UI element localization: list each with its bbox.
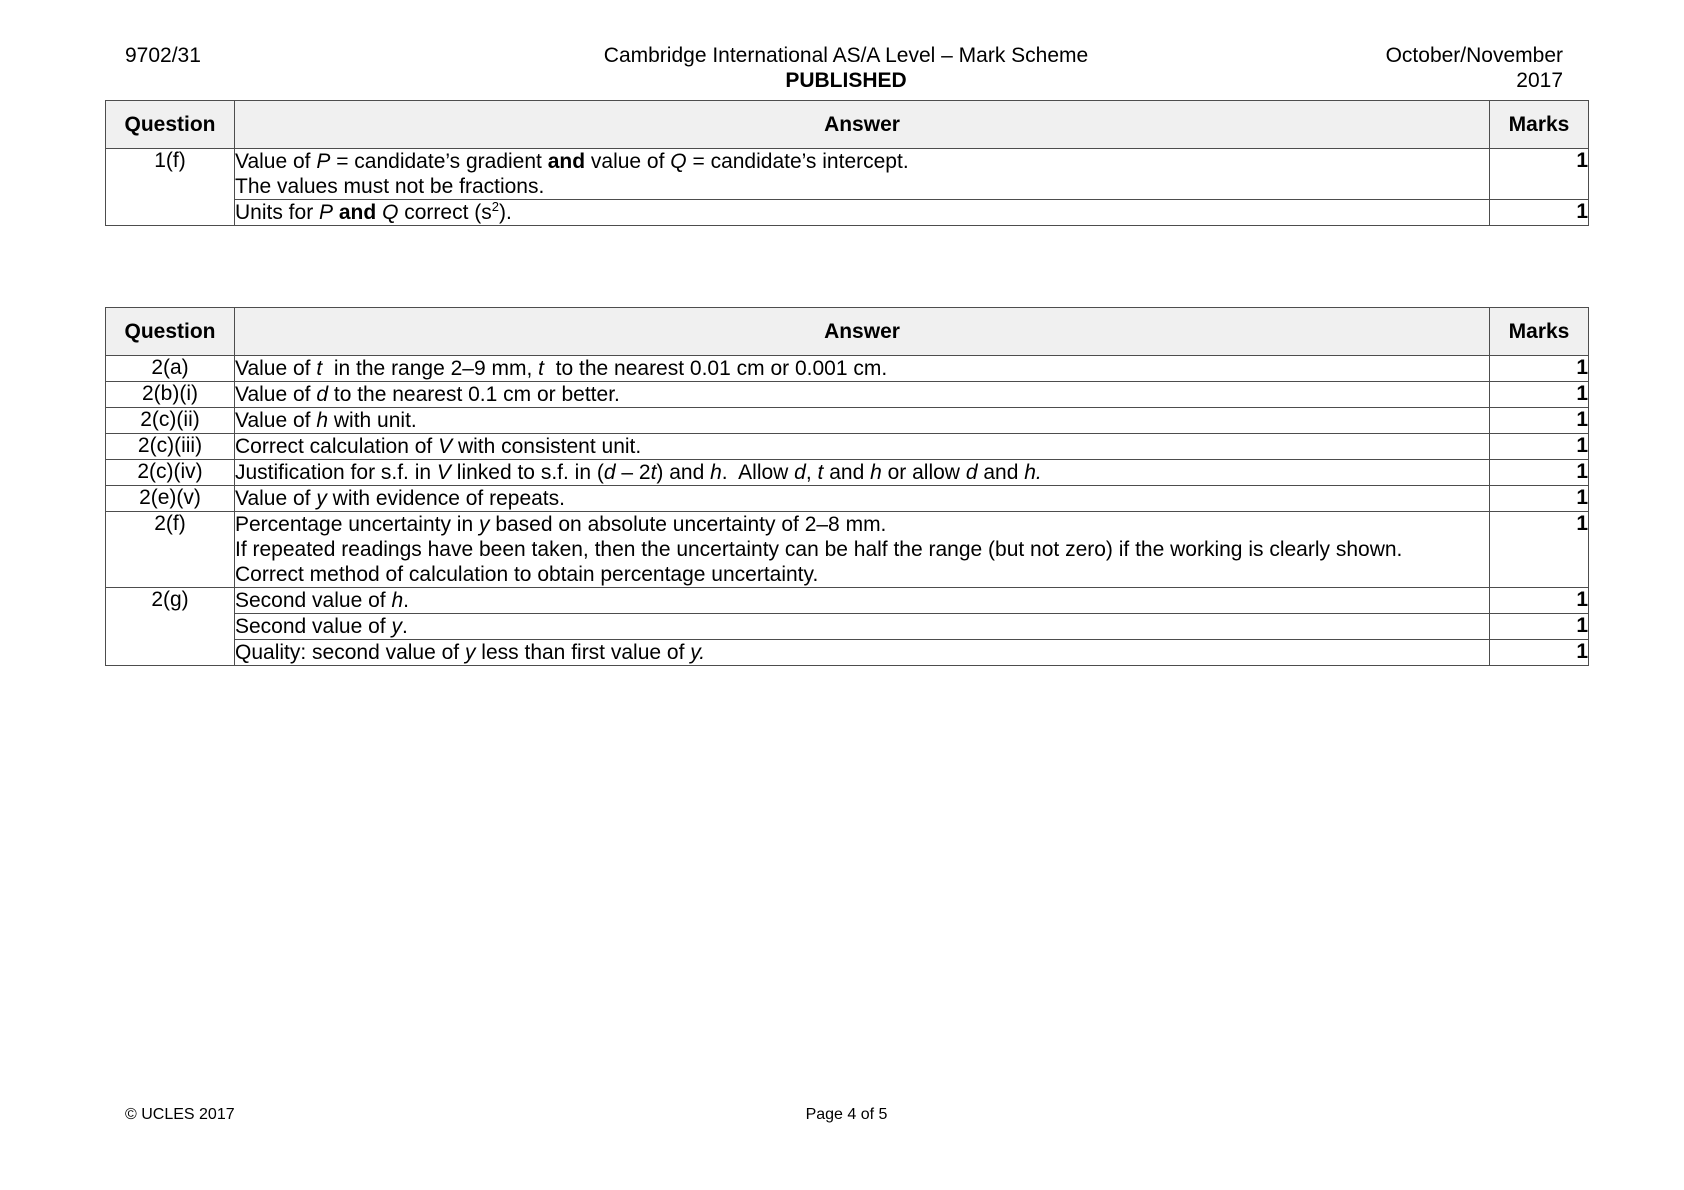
- variable: h.: [1024, 461, 1042, 484]
- table-header-row: [106, 101, 1589, 149]
- answer-text: with evidence of repeats.: [326, 487, 565, 510]
- answer-header: Answer: [235, 308, 1490, 356]
- variable: t: [538, 357, 544, 380]
- marks-cell: 1: [1490, 382, 1589, 408]
- question-cell: 2(g): [106, 588, 235, 666]
- published-label: PUBLISHED: [785, 69, 907, 92]
- question-cell: 1(f): [106, 149, 235, 226]
- copyright-notice: © UCLES 2017: [125, 1106, 235, 1123]
- mark-scheme-table-q1: [105, 100, 1589, 226]
- variable: h: [870, 461, 882, 484]
- variable: Q: [382, 201, 399, 224]
- table-header-row: [106, 308, 1589, 356]
- answer-cell: [235, 149, 1490, 200]
- marks-cell: 1: [1490, 512, 1589, 588]
- answer-text: .: [403, 589, 409, 612]
- answer-text: Value of: [235, 487, 317, 510]
- table-row: [106, 614, 1589, 640]
- answer-text: linked to s.f. in (: [450, 461, 604, 484]
- bold-keyword: and: [547, 150, 586, 173]
- table-row: [106, 434, 1589, 460]
- session-text: October/November: [1385, 44, 1563, 67]
- answer-text: ) and: [656, 461, 711, 484]
- question-cell: 2(c)(iii): [106, 434, 235, 460]
- answer-cell: [235, 640, 1490, 666]
- answer-text: Correct calculation of: [235, 435, 439, 458]
- answer-line: Correct method of calculation to obtain percentage uncertainty.: [235, 563, 819, 586]
- variable: V: [436, 461, 451, 484]
- answer-text: to the nearest 0.01 cm or 0.001 cm.: [543, 357, 888, 380]
- question-cell: 2(c)(ii): [106, 408, 235, 434]
- answer-text: Value of: [235, 357, 317, 380]
- marks-cell: 1: [1490, 588, 1589, 614]
- document-title: [500, 43, 1192, 93]
- question-cell: 2(f): [106, 512, 235, 588]
- answer-cell: [235, 408, 1490, 434]
- variable: P: [319, 201, 334, 224]
- answer-header: Answer: [235, 101, 1490, 149]
- answer-text: with consistent unit.: [452, 435, 642, 458]
- answer-text: with unit.: [328, 409, 417, 432]
- answer-text: . Allow: [721, 461, 795, 484]
- variable: V: [438, 435, 453, 458]
- year-text: 2017: [1516, 69, 1563, 92]
- variable: y: [391, 615, 402, 638]
- variable: h: [710, 461, 722, 484]
- answer-text: ,: [805, 461, 818, 484]
- answer-cell: [235, 200, 1490, 226]
- question-cell: 2(c)(iv): [106, 460, 235, 486]
- marks-cell: 1: [1490, 460, 1589, 486]
- marks-cell: 1: [1490, 434, 1589, 460]
- answer-text: = candidate’s gradient: [330, 150, 548, 173]
- answer-text: Value of: [235, 383, 317, 406]
- answer-cell: [235, 460, 1490, 486]
- answer-cell: [235, 356, 1490, 382]
- answer-cell: [235, 486, 1490, 512]
- answer-line: [235, 512, 1489, 537]
- variable: t: [817, 461, 824, 484]
- marks-cell: 1: [1490, 408, 1589, 434]
- variable: y.: [690, 641, 706, 664]
- exam-session: [1280, 43, 1563, 93]
- variable: y: [316, 487, 327, 510]
- answer-text: = candidate’s intercept.: [686, 150, 909, 173]
- question-cell: 2(b)(i): [106, 382, 235, 408]
- answer-text: – 2: [615, 461, 651, 484]
- question-header: Question: [106, 101, 235, 149]
- answer-cell: [235, 434, 1490, 460]
- answer-text: Second value of: [235, 589, 392, 612]
- variable: t: [650, 461, 657, 484]
- paper-code: 9702/31: [125, 44, 201, 67]
- table-row: [106, 588, 1589, 614]
- answer-text: and: [977, 461, 1025, 484]
- answer-text: Value of: [235, 150, 317, 173]
- variable: d: [603, 461, 616, 484]
- answer-text: correct (s: [398, 201, 492, 224]
- answer-text: to the nearest 0.1 cm or better.: [328, 383, 620, 406]
- answer-line: [235, 149, 1489, 174]
- answer-text: Units for: [235, 201, 320, 224]
- mark-scheme-table-q2: [105, 307, 1589, 666]
- variable: y: [478, 513, 490, 536]
- marks-cell: 1: [1490, 200, 1589, 226]
- answer-text: less than first value of: [475, 641, 691, 664]
- variable: d: [965, 461, 978, 484]
- answer-text: Value of: [235, 409, 317, 432]
- table-row: [106, 512, 1589, 588]
- answer-cell: [235, 614, 1490, 640]
- table-row: [106, 460, 1589, 486]
- answer-text: ).: [498, 201, 512, 224]
- variable: h: [391, 589, 404, 612]
- marks-cell: 1: [1490, 149, 1589, 200]
- variable: t: [316, 357, 323, 380]
- marks-header: Marks: [1490, 101, 1589, 149]
- table-row: [106, 382, 1589, 408]
- variable: P: [316, 150, 331, 173]
- table-row: [106, 640, 1589, 666]
- answer-text: Justification for s.f. in: [235, 461, 437, 484]
- answer-text: based on absolute uncertainty of 2–8 mm.: [489, 513, 887, 536]
- marks-cell: 1: [1490, 356, 1589, 382]
- variable: d: [794, 461, 806, 484]
- table-row: [106, 200, 1589, 226]
- bold-keyword: and: [333, 201, 383, 224]
- marks-cell: 1: [1490, 614, 1589, 640]
- variable: d: [316, 383, 329, 406]
- answer-line: The values must not be fractions.: [235, 175, 545, 198]
- variable: h: [316, 409, 329, 432]
- answer-cell: [235, 512, 1490, 588]
- answer-cell: [235, 382, 1490, 408]
- answer-line: If repeated readings have been taken, then the uncertainty can be half the range (but not zero) if the working is clearly shown.: [235, 538, 1403, 561]
- marks-cell: 1: [1490, 640, 1589, 666]
- table-row: [106, 486, 1589, 512]
- variable: Q: [670, 150, 687, 173]
- page-number: Page 4 of 5: [805, 1106, 888, 1123]
- answer-text: in the range 2–9 mm,: [322, 357, 539, 380]
- answer-text: value of: [585, 150, 671, 173]
- answer-text: .: [401, 615, 408, 638]
- answer-text: Percentage uncertainty in: [235, 513, 479, 536]
- superscript: 2: [491, 199, 499, 214]
- question-header: Question: [106, 308, 235, 356]
- marks-cell: 1: [1490, 486, 1589, 512]
- answer-text: and: [823, 461, 871, 484]
- table-row: [106, 408, 1589, 434]
- answer-cell: [235, 588, 1490, 614]
- title-text: Cambridge International AS/A Level – Mark Scheme: [603, 44, 1089, 67]
- answer-text: Quality: second value of: [235, 641, 465, 664]
- marks-header: Marks: [1490, 308, 1589, 356]
- table-row: [106, 356, 1589, 382]
- question-cell: 2(e)(v): [106, 486, 235, 512]
- question-cell: 2(a): [106, 356, 235, 382]
- answer-text: or allow: [881, 461, 966, 484]
- variable: y: [464, 641, 476, 664]
- answer-text: Second value of: [235, 615, 392, 638]
- table-row: [106, 149, 1589, 200]
